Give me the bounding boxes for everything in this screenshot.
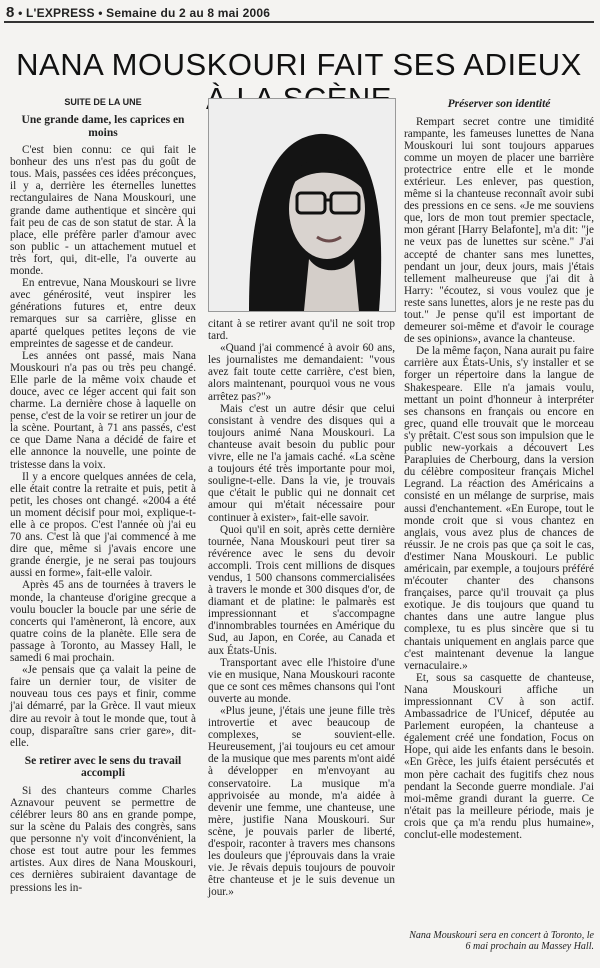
paragraph: «Plus jeune, j'étais une jeune fille très introvertie et avec beaucoup de complexes, se souvient-elle. Heureusement, j'ai toujours eu cet amour de la musique que mes parents m'ont aidé à développer en m'envoyant au conservatoire. La musique m'a apprivoisée au monde, m'a aidée à devenir une femme, une chanteuse, une mère, justifie Nana Mouskouri. Sur scène, je pouvais parler de liberté, d'espoir, raconter à travers mes chansons les douleurs que j'éprouvais dans la vraie vie. Je rêvais depuis toujours de pouvoir être chanteuse et je le suis devenue un jour.» <box>208 705 395 899</box>
paragraph: «Quand j'ai commencé à avoir 60 ans, les journalistes me demandaient: "vous avez fait toute cette carrière, c'est bien, alors maintenant, pourquoi vous ne vous arrêtez pas?"» <box>208 342 395 403</box>
page-number: 8 <box>6 4 15 21</box>
paragraph: Et, sous sa casquette de chanteuse, Nana Mouskouri affiche un impressionnant CV à son actif. Ambassadrice de l'Unicef, députée au Parlement européen, la chanteuse a également créé une fondation, Focus on Hope, qui aide les enfants dans le besoin. «En Grèce, les juifs étaient persécutés et mon père cachait des fugitifs chez nous pendant la Seconde guerre mondiale. J'ai moi-même grandi durant la guerre. Ce n'était pas la meilleure période, mais je crois que ça m'a rendu plus humaine», conclut-elle modestement. <box>404 671 594 842</box>
header-line: • L'EXPRESS • Semaine du 2 au 8 mai 2006 <box>18 6 271 20</box>
paragraph: Il y a encore quelques années de cela, elle était contre la retraite et puis, petit à petit, les choses ont changé. «2004 a été un moment décisif pour moi, explique-t-elle à ce propos. C'est l'année où j'ai eu 70 ans. C'est là que j'ai commencé à me dire que, même si j'avais encore une grande énergie, je ne serai pas toujours aussi en forme», fait-elle valoir. <box>10 470 196 580</box>
paragraph: Les années ont passé, mais Nana Mouskouri n'a pas ou très peu changé. Elle parle de la même voix chaude et douce, avec ce léger accent qui fait son charme. La dernière chose à laquelle on pense, c'est de la voir se retirer un jour de la scène. Pourtant, à 71 ans passés, c'est ce que Dame Nana a décidé de faire et elle annonce la nouvelle, une pointe de tristesse dans la voix. <box>10 349 196 471</box>
portrait-photo <box>208 98 396 312</box>
header-rule <box>4 21 594 23</box>
subheading-2: Se retirer avec le sens du travail accompli <box>24 754 182 780</box>
paragraph: De la même façon, Nana aurait pu faire carrière aux États-Unis, s'y installer et se forger un répertoire dans la langue de Shakespeare. Elle n'a jamais voulu, mettant un point d'honneur à interpréter ses chansons en français ou encore en grec, quand elle trouvait que le morceau s'y prêtait. C'est sous son impulsion que le public new-yorkais a découvert Les Parapluies de Cherbourg, dans la version du célèbre compositeur français Michel Legrand. La réaction des Américains a consisté en un mélange de surprise, mais aussi d'enchantement. «En Europe, tout le monde croit que si vous chantez en anglais, vous avez plus de chances de réussir. Je ne crois pas que ça soit le cas, d'estimer Nana Mouskouri. Le public américain, par exemple, a toujours préféré m'écouter chanter des chansons françaises, parce qu'il trouvait ça plus exotique. Je dis toujours que quand tu chantes dans une autre langue plus complexe, tu es plus sincère que si tu chantais uniquement en anglais parce que c'est maintenant devenue la langue vernaculaire.» <box>404 345 594 672</box>
paragraph: Rempart secret contre une timidité rampante, les fameuses lunettes de Nana Mouskouri lui sont toujours apparues comme un moyen de placer une barrière protectrice entre elle et le monde extérieur. Les enlever, pas question, même si la chanteuse reconnaît avoir subi des pressions en ce sens. «Je me souviens que, lors de mon tout premier spectacle, mon gérant [Harry Belafonte], m'a dit: "je ne veux pas de lunettes sur scène." J'ai accepté de chanter sans mes lunettes, pendant un jour, deux jours, mais j'étais tellement malheureuse que j'ai dit à Harry: "écoutez, si vous voulez que je reste sans lunettes, alors je ne reste pas du tout." Je pense qu'il est important de demeurer soi-même et d'avoir le courage de ses opinions», avance la chanteuse. <box>404 115 594 346</box>
page-header <box>6 4 270 21</box>
paragraph: Si des chanteurs comme Charles Aznavour peuvent se permettre de célébrer leurs 80 ans en grande pompe, sur la scène du Palais des congrès, sans que personne n'y voit d'inconvénient, la chose est tout autre pour les femmes artistes. Aux dires de Nana Mouskouri, ces dernières subiraient davantage de pressions les in- <box>10 784 196 894</box>
paragraph: Quoi qu'il en soit, après cette dernière tournée, Nana Mouskouri peut tirer sa révérence avec le sens du devoir accompli. Trois cent millions de disques vendus, 1 500 chansons commercialisées à travers le monde et 300 disques d'or, de diamant et de platine: le palmarès est impressionnant et s'accompagne d'innombrables tournées en Amérique du Sud, au Japon, en Corée, au Canada et aux États-Unis. <box>208 523 395 657</box>
photo-caption: Nana Mouskouri sera en concert à Toronto, le 6 mai prochain au Massey Hall. <box>409 930 594 952</box>
paragraph: Transportant avec elle l'histoire d'une vie en musique, Nana Mouskouri raconte que ce sont ces mêmes chansons qui l'ont ouverte au monde. <box>208 656 395 705</box>
subheading-1: Une grande dame, les caprices en moins <box>21 114 185 139</box>
column-1 <box>10 96 196 894</box>
paragraph: C'est bien connu: ce qui fait le bonheur des uns n'est pas du goût de tous. Mais, passées ces idées préconçues, il y a, derrière les éternelles lunettes rectangulaires de Nana Mouskouri, une grande dame authentique et sincère qui fait peu de cas de son statut de star. À la place, elle préfère parler d'amour avec son public - un attachement mutuel et très fort, qui, dit-elle, l'a ouverte au monde. <box>10 144 196 278</box>
woman-portrait-icon <box>209 99 395 311</box>
subheading-3: Préserver son identité <box>447 98 551 110</box>
column-2 <box>208 318 395 899</box>
paragraph: Mais c'est un autre désir que celui consistant à vendre des disques qui a toujours animé Nana Mouskouri. La chanteuse avait besoin du public pour vivre, elle ne l'a jamais caché. «La scène a toujours été très importante pour moi, souligne-t-elle. Dans la vie, je trouvais que c'était le public qui ne donnait cet amour qui m'était nécessaire pour continuer à exister», fait-elle savoir. <box>208 402 395 524</box>
paragraph: citant à se retirer avant qu'il ne soit trop tard. <box>208 318 395 343</box>
paragraph: Après 45 ans de tournées à travers le monde, la chanteuse d'origine grecque a voulu boucler la boucle par une série de concerts qui l'amèneront, là encore, aux quatre coins de la planète. Elle sera de passage à Toronto, au Massey Hall, le samedi 6 mai prochain. <box>10 579 196 665</box>
paragraph: En entrevue, Nana Mouskouri se livre avec générosité, veut inspirer les générations futures et, entre deux remarques sur sa carrière, glisse en aparté quelques petites leçons de vie empreintes de sagesse et de candeur. <box>10 277 196 350</box>
paragraph: «Je pensais que ça valait la peine de faire un dernier tour, de visiter de nouveau tous ces pays et finir, comme j'ai démarré, par la Grèce. Il vaut mieux dire au revoir à tout le monde que, tout à coup, disparaître sans crier gare», dit-elle. <box>10 664 196 749</box>
headline: NANA MOUSKOURI FAIT SES ADIEUX <box>16 47 582 82</box>
column-3 <box>404 96 594 841</box>
kicker: SUITE DE LA UNE <box>64 97 142 107</box>
